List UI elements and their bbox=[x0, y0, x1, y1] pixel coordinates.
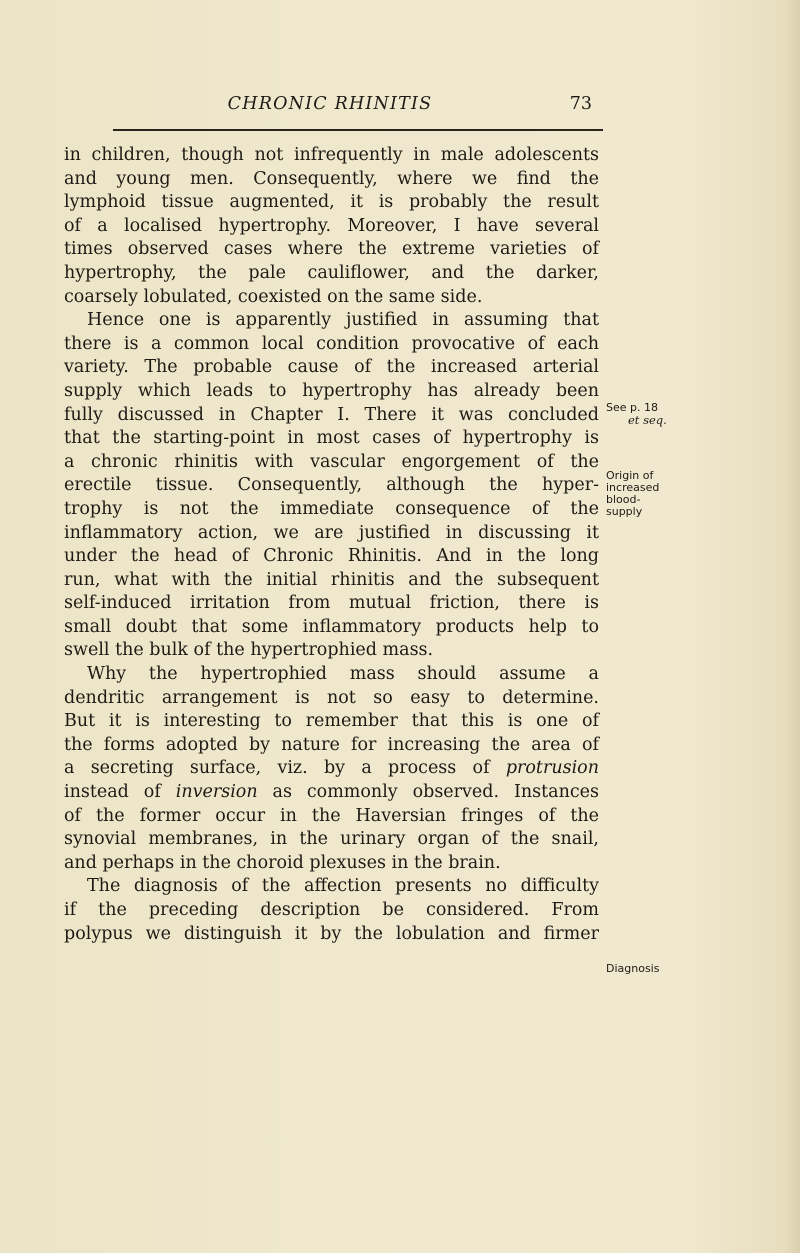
italic-term: inversion bbox=[175, 782, 258, 803]
text-line: the forms adopted by nature for increasing the area of bbox=[64, 734, 599, 755]
header-rule bbox=[113, 129, 603, 131]
text-line: fully discussed in Chapter I. There it was concluded bbox=[64, 404, 599, 425]
text-line bbox=[64, 781, 599, 805]
italic-term: protrusion bbox=[505, 758, 599, 779]
text-line: and young men. Consequently, where we find the bbox=[64, 168, 599, 189]
text-line: erectile tissue. Consequently, although the hyper- bbox=[64, 475, 599, 496]
text-line: inflammatory action, we are justified in discussing it bbox=[64, 522, 599, 543]
text-line: times observed cases where the extreme varieties of bbox=[64, 239, 599, 260]
margin-note-line: blood- bbox=[606, 493, 641, 506]
text-line: of a localised hypertrophy. Moreover, I have several bbox=[64, 215, 599, 236]
page-number: 73 bbox=[569, 94, 592, 114]
text-line: synovial membranes, in the urinary organ of the snail, bbox=[64, 829, 599, 850]
text-line: run, what with the initial rhinitis and the subsequent bbox=[64, 569, 599, 590]
margin-note-cross-reference bbox=[606, 402, 667, 426]
text-line: dendritic arrangement is not so easy to determine. bbox=[64, 687, 599, 708]
text-line: Why the hypertrophied mass should assume a bbox=[87, 664, 599, 685]
margin-note-origin bbox=[606, 470, 659, 518]
text-line: variety. The probable cause of the increased arterial bbox=[64, 357, 599, 378]
text-line: and perhaps in the choroid plexuses in the brain. bbox=[64, 852, 501, 873]
text-span: instead of bbox=[64, 782, 161, 803]
running-title: CHRONIC RHINITIS bbox=[227, 94, 433, 114]
text-line: small doubt that some inflammatory products help to bbox=[64, 616, 599, 637]
body-text bbox=[64, 144, 599, 946]
margin-note-diagnosis bbox=[606, 963, 659, 975]
margin-note-line: Diagnosis bbox=[606, 962, 660, 975]
text-line: under the head of Chronic Rhinitis. And in the long bbox=[64, 546, 599, 567]
text-line: Hence one is apparently justified in assuming that bbox=[87, 310, 599, 331]
margin-note-line: Origin of bbox=[606, 469, 654, 482]
text-line: there is a common local condition provocative of each bbox=[64, 333, 599, 354]
text-line: The diagnosis of the affection presents no difficulty bbox=[87, 876, 599, 897]
text-line bbox=[64, 757, 599, 781]
text-line: lymphoid tissue augmented, it is probably the result bbox=[64, 192, 599, 213]
margin-note-line: increased bbox=[606, 481, 660, 494]
text-line: of the former occur in the Haversian fringes of the bbox=[64, 805, 599, 826]
text-line: swell the bulk of the hypertrophied mass. bbox=[64, 640, 434, 661]
page-header bbox=[60, 94, 600, 124]
text-line: a chronic rhinitis with vascular engorgement of the bbox=[64, 451, 599, 472]
text-line: polypus we distinguish it by the lobulation and firmer bbox=[64, 923, 599, 944]
text-span: as commonly observed. Instances bbox=[272, 782, 599, 803]
text-line: supply which leads to hypertrophy has already been bbox=[64, 380, 599, 401]
text-line: if the preceding description be considered. From bbox=[64, 900, 599, 920]
text-line: in children, though not infrequently in male adolescents bbox=[64, 145, 599, 165]
text-line: hypertrophy, the pale cauliflower, and the darker, bbox=[64, 262, 599, 283]
text-line: But it is interesting to remember that this is one of bbox=[64, 711, 599, 732]
text-line: that the starting-point in most cases of hypertrophy is bbox=[64, 428, 599, 449]
text-line: coarsely lobulated, coexisted on the same side. bbox=[64, 286, 483, 307]
text-line: trophy is not the immediate consequence of the bbox=[64, 498, 599, 519]
page-edge-shadow bbox=[786, 0, 800, 1253]
margin-note-line: See p. 18 bbox=[606, 401, 658, 414]
text-span: a secreting surface, viz. by a process of bbox=[64, 758, 490, 779]
margin-note-line: supply bbox=[606, 505, 643, 518]
margin-note-line: et seq. bbox=[628, 413, 667, 427]
text-line: self-induced irritation from mutual friction, there is bbox=[64, 593, 599, 614]
